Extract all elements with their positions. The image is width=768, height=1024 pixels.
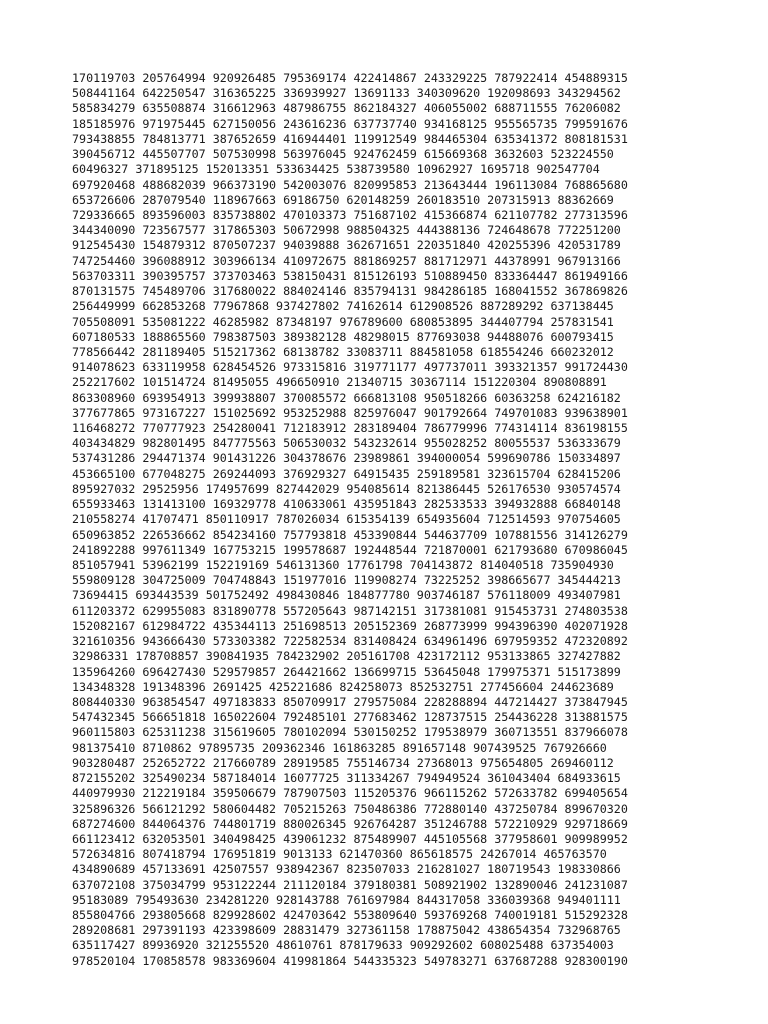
number-line: 661123412 632053501 340498425 439061232 875489907 445105568 377958601 909989952: [72, 831, 628, 846]
number-line: 729336665 893596003 835738802 470103373 751687102 415366874 621107782 277313596: [72, 207, 628, 222]
number-line: 903280487 252652722 217660789 28919585 755146734 27368013 975654805 269460112: [72, 755, 614, 770]
number-line: 289208681 297391193 423398609 28831479 327361158 178875042 438654354 732968765: [72, 923, 621, 938]
number-line: 808440330 963854547 497183833 850709917 279575084 228288894 447214427 373847945: [72, 694, 628, 709]
number-line: 653726606 287079540 118967663 69186750 620148259 260183510 207315913 88362669: [72, 192, 614, 207]
number-line: 607180533 188865560 798387503 389382128 48298015 877693038 94488076 600793415: [72, 329, 614, 344]
number-line: 851057941 53962199 152219169 546131360 17761798 704143872 814040518 735904930: [72, 558, 614, 572]
number-line: 895927032 29525956 174957699 827442029 954085614 821386445 526176530 930574574: [72, 481, 621, 496]
number-line: 453665100 677048275 269244093 376929327 64915435 259189581 323615704 628415206: [72, 466, 621, 481]
number-line: 563703311 390395757 373703463 538150431 815126193 510889450 833364447 861949166: [72, 268, 628, 283]
number-line: 611203372 629955083 831890778 557205643 987142151 317381081 915453731 274803538: [72, 603, 628, 618]
number-line: 650963852 226536662 854234160 757793818 453390844 544637709 107881556 314126279: [72, 527, 628, 542]
number-line: 978520104 170858578 983369604 419981864 544335323 549783271 637687288 928300190: [72, 953, 628, 968]
number-line: 256449999 662853268 77967868 937427802 74162614 612908526 887289292 637138445: [72, 299, 614, 314]
number-line: 637072108 375034799 953122244 211120184 379180381 508921902 132890046 241231087: [72, 877, 628, 892]
number-line: 855804766 293805668 829928602 424703642 553809640 593769268 740019181 515292328: [72, 908, 628, 923]
number-line: 152082167 612984722 435344113 251698513 205152369 268773999 994396390 402071928: [72, 618, 628, 633]
number-line: 95183089 795493630 234281220 928143788 761697984 844317058 336039368 949401111: [72, 892, 621, 907]
number-line: 537431286 294471374 901431226 304378676 23989861 394000054 599690786 150334897: [72, 451, 621, 466]
number-line: 863308960 693954913 399938807 370085572 666813108 950518266 60363258 624216182: [72, 390, 621, 405]
number-line: 559809128 304725009 704748843 151977016 119908274 73225252 398665677 345444213: [72, 573, 621, 588]
number-line: 60496327 371895125 152013351 533634425 538739580 10962927 1695718 902547704: [72, 162, 600, 177]
number-line: 778566442 281189405 515217362 68138782 33083711 884581058 618554246 660232012: [72, 344, 614, 359]
number-line: 170119703 205764994 920926485 795369174 422414867 243329225 787922414 454889315: [72, 71, 628, 85]
number-line: 635117427 89936920 321255520 48610761 878179633 909292602 608025488 637354003: [72, 938, 614, 953]
number-line: 912545430 154879312 870507237 94039888 362671651 220351840 420255396 420531789: [72, 238, 621, 253]
number-line: 321610356 943666430 573303382 722582534 831408424 634961496 697959352 472320892: [72, 634, 628, 649]
number-line: 572634816 807418794 176951819 9013133 621470360 865618575 24267014 465763570: [72, 847, 607, 862]
number-line: 870131575 745489706 317680022 884024146 835794131 984286185 168041552 367869826: [72, 284, 628, 299]
number-line: 793438855 784813771 387652659 416944401 119912549 984465304 635341372 808181531: [72, 131, 628, 146]
number-line: 344340090 723567577 317865303 50672998 988504325 444388136 724648678 772251200: [72, 223, 621, 238]
number-line: 705508091 535081222 46285982 87348197 976789600 680853895 344407794 257831541: [72, 314, 614, 329]
number-line: 377677865 973167227 151025692 953252988 825976047 901792664 749701083 939638901: [72, 405, 628, 420]
number-line: 73694415 693443539 501752492 498430846 184877780 903746187 576118009 493407981: [72, 588, 621, 603]
number-line: 547432345 566651818 165022604 792485101 277683462 128737515 254436228 313881575: [72, 710, 628, 725]
number-line: 241892288 997611349 167753215 199578687 192448544 721870001 621793680 670986045: [72, 542, 628, 557]
number-line: 325896326 566121292 580604482 705215263 750486386 772880140 437250784 899670320: [72, 801, 628, 816]
number-line: 390456712 445507707 507530998 563976045 924762459 615669368 3632603 523224550: [72, 147, 614, 162]
number-line: 585834279 635508874 316612963 487986755 862184327 406055002 688711555 76206082: [72, 101, 621, 116]
number-line: 914078623 633119958 628454526 973315816 319771177 497737011 393321357 991724430: [72, 360, 628, 375]
number-line: 32986331 178708857 390841935 784232902 205161708 423172112 953133865 327427882: [72, 649, 621, 664]
number-line: 697920468 488682039 966373190 542003076 820995853 213643444 196113084 768865680: [72, 177, 628, 192]
number-list: [72, 71, 752, 969]
number-line: 440979930 212219184 359506679 787907503 115205376 966115262 572633782 699405654: [72, 786, 628, 801]
number-line: 655933463 131413100 169329778 410633061 435951843 282533533 394932888 66840148: [72, 497, 621, 512]
number-line: 116468272 770777923 254280041 712183912 283189404 786779996 774314114 836198155: [72, 421, 628, 436]
number-line: 434890689 457133691 42507557 938942367 823507033 216281027 180719543 198330866: [72, 862, 621, 877]
number-line: 252217602 101514724 81495055 496650910 21340715 30367114 151220304 890808891: [72, 375, 607, 390]
number-line: 960115803 625311238 315619605 780102094 530150252 179538979 360713551 837966078: [72, 725, 628, 740]
number-line: 403434829 982801495 847775563 506530032 543232614 955028252 80055537 536333679: [72, 436, 621, 451]
number-line: 185185976 971975445 627150056 243616236 637737740 934168125 955565735 799591676: [72, 116, 628, 131]
number-line: 135964260 696427430 529579857 264421662 136699715 53645048 179975371 515173899: [72, 664, 621, 679]
number-line: 134348328 191348396 2691425 425221686 824258073 852532751 277456604 244623689: [72, 679, 614, 694]
number-line: 687274600 844064376 744801719 880026345 926764287 351246788 572210929 929718669: [72, 816, 628, 831]
number-line: 872155202 325490234 587184014 16077725 311334267 794949524 361043404 684933615: [72, 771, 621, 786]
number-line: 210558274 41707471 850110917 787026034 615354139 654935604 712514593 970754605: [72, 512, 621, 527]
number-line: 508441164 642250547 316365225 336939927 13691133 340309620 192098693 343294562: [72, 86, 621, 101]
number-line: 981375410 8710862 97895735 209362346 161863285 891657148 907439525 767926660: [72, 740, 607, 755]
number-line: 747254460 396088912 303966134 410972675 881869257 881712971 44378991 967913166: [72, 253, 621, 268]
